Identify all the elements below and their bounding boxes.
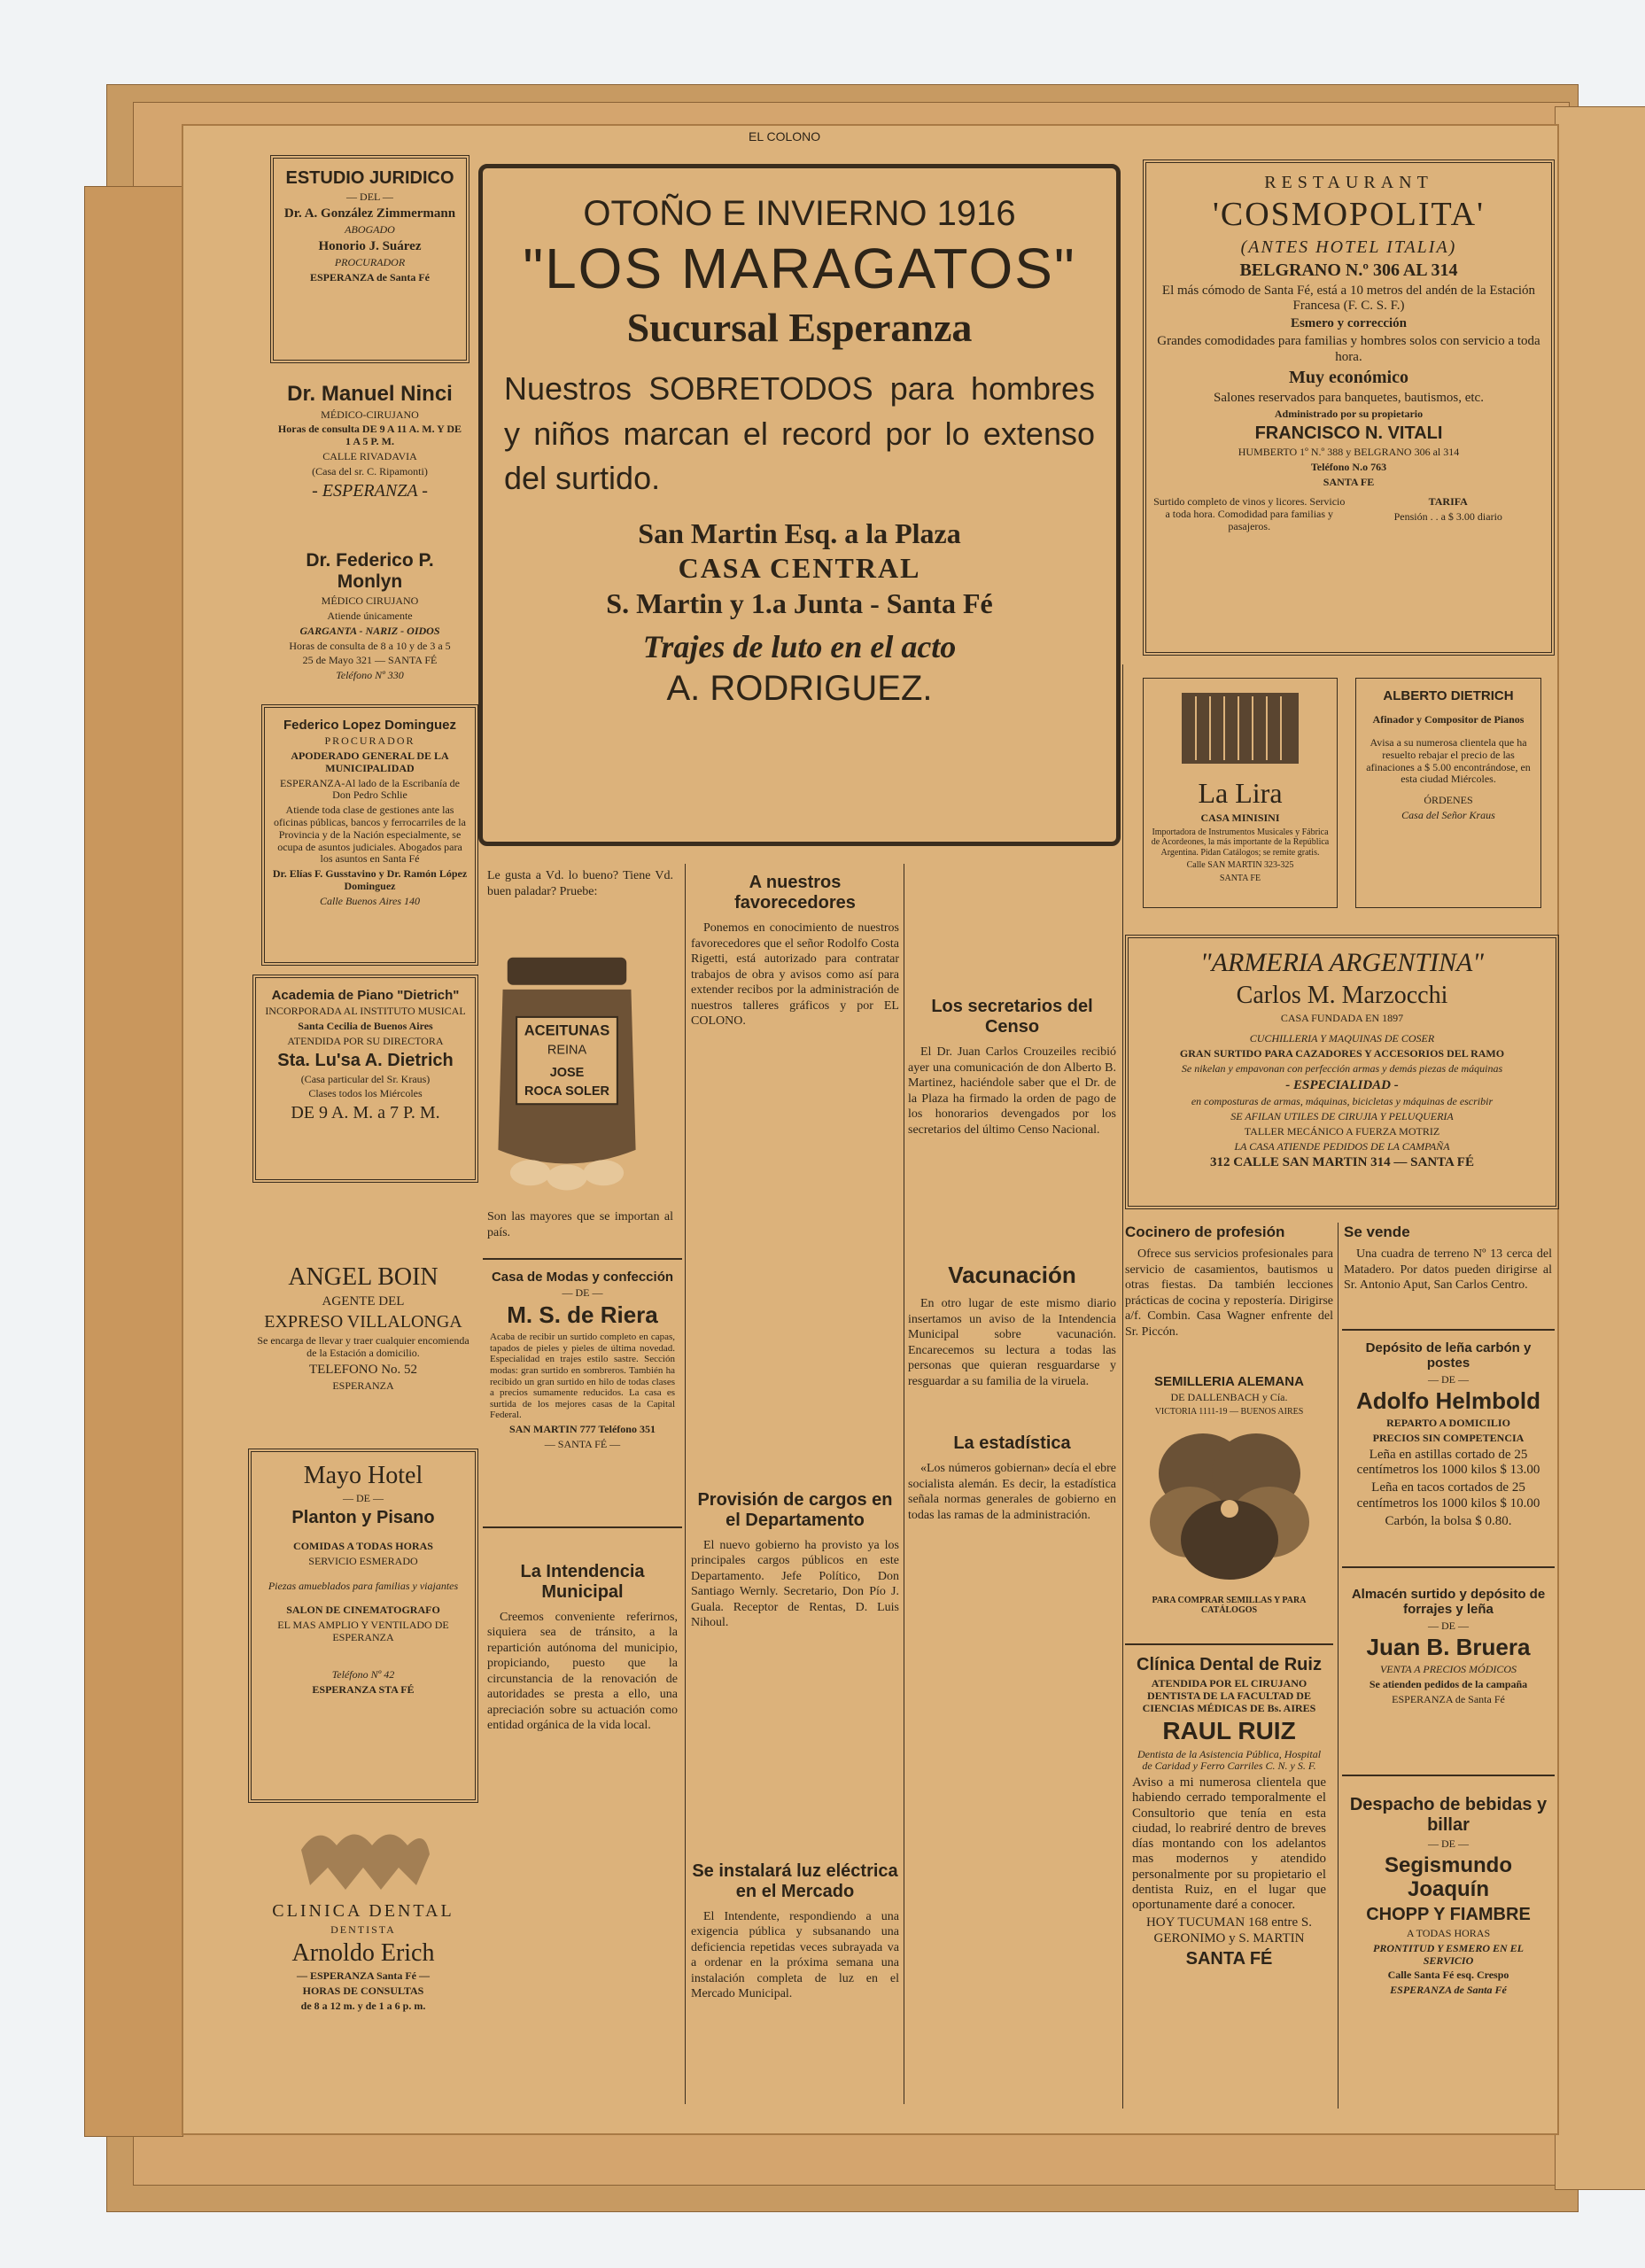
next-page-edge [1555,106,1645,2190]
vende-ad [1344,1223,1552,1324]
lira-house: CASA MINISINI [1200,811,1280,824]
cosmopolita-phone: Teléfono N.o 763 [1310,460,1387,473]
column-rule-1 [685,864,686,2104]
academia-house: (Casa particular del Sr. Kraus) [300,1072,431,1085]
cosmopolita-city: SANTA FE [1323,475,1375,488]
helmbold-prices: PRECIOS SIN COMPETENCIA [1372,1431,1525,1444]
cocinero-text: Ofrece sus servicios profesionales para servicio de casamientos, bautismos u otras fiestas. Da también lecciones prácticas de cocina y repostería. Dirigirse a/f. Combin. Casa Wagner enfrente del Sr. Piccón. [1125,1247,1333,1339]
estudio-name2: Honorio J. Suárez [318,238,422,253]
helmbold-p2: Leña en tacos cortados de 25 centímetros los 1000 kilos $ 10.00 [1356,1480,1540,1511]
article-favorecedores-text: Ponemos en conocimiento de nuestros favorecedores que el señor Rodolfo Costa Rigetti, está autorizado para contratar trabajos de obra y avisos como así para extender recibos por la administración de nuestros talleres gráficos y por EL COLONO. [691,921,899,1028]
joaquin-ad [1342,1785,1555,2100]
ruiz-sub: ATENDIDA POR EL CIRUJANO DENTISTA DE LA FACULTAD DE CIENCIAS MÉDICAS DE Bs. AIRES [1142,1677,1316,1714]
joaquin-service: PRONTITUD Y ESMERO EN EL SERVICIO [1372,1941,1525,1967]
helmbold-ad [1342,1329,1555,1568]
academia-inc: INCORPORADA AL INSTITUTO MUSICAL [265,1005,466,1018]
mayo-title: Mayo Hotel [303,1462,423,1489]
cocinero-ad [1125,1223,1333,1360]
boin-phone: TELEFONO No. 52 [308,1363,418,1378]
monlyn-hours: Horas de consulta de 8 a 10 y de 3 a 5 [289,639,451,652]
lopez-ad [261,704,478,966]
armeria-founded: CASA FUNDADA EN 1897 [1280,1011,1404,1024]
lopez-names: Dr. Elías F. Gusstavino y Dr. Ramón López Dominguez [272,867,468,893]
armeria-repair: en composturas de armas, máquinas, bicicletas y máquinas de escribir [1191,1095,1494,1108]
maragatos-owner: A. RODRIGUEZ. [666,669,933,709]
article-provision-text: El nuevo gobierno ha provisto ya los principales cargos públicos en este Departamento. Jefe Político, Don Santiago Wernly. Secretario, Don Pío J. Guala. Receptor de Rentas, D. Luis Nihoul. [691,1538,899,1629]
article-col-1 [487,1537,678,2113]
monlyn-attends: Atiende únicamente [327,610,413,623]
lopez-street: Calle Buenos Aires 140 [320,894,420,907]
article-intendencia-title: La Intendencia Municipal [520,1561,645,1602]
article-favorecedores-title: A nuestros favorecedores [734,873,856,913]
cosmopolita-owner-addr: HUMBERTO 1º N.º 388 y BELGRANO 306 al 314 [1238,445,1460,458]
armeria-specialty: - ESPECIALIDAD - [1285,1077,1399,1092]
monlyn-ad [270,540,469,700]
joaquin-hours: A TODAS HORAS [1406,1926,1491,1939]
newspaper-page [182,124,1559,2135]
jar-intro [487,868,673,930]
mayo-salon: SALON DE CINEMATOGRAFO [286,1604,440,1617]
olive-jar-illustration [483,939,651,1205]
receptor-text [487,1537,678,1553]
maragatos-season: OTOÑO E INVIERNO 1916 [583,194,1016,233]
riera-address: SAN MARTIN 777 Teléfono 351 [509,1423,656,1436]
cosmopolita-text3: Salones reservados para banquetes, bautismos, etc. [1214,390,1484,405]
dietrich-text: Avisa a su numerosa clientela que ha resuelto rebajar el precio de las afinaciones a $ 5.00 encontrándose, en esta ciudad Miércoles. [1366,736,1531,786]
cosmopolita-label: RESTAURANT [1264,173,1433,192]
bruera-city: ESPERANZA de Santa Fé [1392,1692,1505,1705]
maragatos-ad [478,164,1121,846]
armeria-assortment: GRAN SURTIDO PARA CAZADORES Y ACCESORIOS DEL RAMO [1179,1047,1505,1060]
monlyn-role: MÉDICO CIRUJANO [321,594,419,608]
article-vacunacion-text: En otro lugar de este mismo diario insertamos un aviso de la Intendencia Municipal sobre vacunación. Encarecemos su lectura a todas las personas que quieran resguardarse y resguardar a su familia de la viruela. [908,1297,1116,1388]
lopez-text: Atiende toda clase de gestiones ante las oficinas públicas, bancos y ferrocarriles de la Provincia y de la Nación especialmente, se ocupa de asuntos judiciales. Abogados para los asuntos en Santa Fé [274,804,466,866]
armeria-owner: Carlos M. Marzocchi [1236,981,1448,1009]
estudio-name: Dr. A. González Zimmermann [283,206,456,221]
cosmopolita-tarifa-box [1353,493,1545,535]
cosmopolita-pension: Pensión . . a $ 3.00 diario [1393,510,1502,524]
maragatos-central: CASA CENTRAL [678,552,921,585]
mayo-rooms: Piezas amueblados para familias y viajantes [268,1579,459,1592]
article-intendencia-text: Creemos conveniente referirnos, siquiera sea de tránsito, a la repartición autónoma del municipio, propiciando, puesto que la circunstancia de la renovación de autoridades se presta a ello, una apreciación sobre su actuación como entidad orgánica de la vida local. [487,1610,678,1732]
article-estadistica-title: La estadística [953,1433,1071,1453]
helmbold-p1: Leña en astillas cortado de 25 centímetros los 1000 kilos $ 13.00 [1356,1447,1540,1478]
jar-outro [487,1209,673,1254]
boin-company: EXPRESO VILLALONGA [264,1312,462,1332]
lopez-office: ESPERANZA-Al lado de la Escribanía de Don Pedro Schlie [280,776,460,802]
ninci-street: CALLE RIVADAVIA [322,449,417,462]
article-col-2 [691,864,899,2104]
pansy-flower-illustration [1141,1420,1318,1588]
armeria-name: "ARMERIA ARGENTINA" [1200,948,1484,977]
mayo-phone: Teléfono Nº 42 [331,1667,395,1681]
jar-intro-text: Le gusta a Vd. lo bueno? Tiene Vd. buen paladar? Pruebe: [487,869,673,898]
bruera-ad [1342,1577,1555,1776]
academia-name: Sta. Lu'sa A. Dietrich [277,1050,454,1070]
maragatos-name: "LOS MARAGATOS" [523,237,1076,300]
maragatos-mourning: Trajes de luto en el acto [642,629,957,665]
academia-title: Academia de Piano "Dietrich" [271,988,460,1003]
mayo-hotel-ad [248,1449,478,1803]
academia-ad [252,975,478,1183]
cosmopolita-text2: Grandes comodidades para familias y hombres solos con servicio a toda hora. [1157,334,1540,364]
riera-ad [483,1258,682,1528]
joaquin-chopp: CHOPP Y FIAMBRE [1366,1904,1531,1924]
mayo-de: — DE — [343,1492,384,1505]
helmbold-de: — DE — [1428,1372,1469,1386]
maragatos-body: Nuestros SOBRETODOS para hombres y niños marcan el record por lo extenso del surtido. [504,370,1095,497]
lira-text: Importadora de Instrumentos Musicales y Fábrica de Acordeones, la más importante de la República Argentina. Pidan Catálogos; se remite gratis. [1151,827,1330,858]
joaquin-title: Despacho de bebidas y billar [1349,1795,1548,1835]
academia-cecilia: Santa Cecilia de Buenos Aires [298,1020,433,1033]
erich-city: — ESPERANZA Santa Fé — [296,1969,431,1982]
riera-de: — DE — [562,1286,603,1300]
boin-ad [248,1254,478,1444]
ninci-city: - ESPERANZA - [312,480,428,501]
monlyn-name: Dr. Federico P. Monlyn [306,550,434,593]
ruiz-text: Aviso a mi numerosa clientela que habiendo cerrado temporalmente el Consultorio que tenía en esta ciudad, lo reabriré dentro de breves días montando con los adelantos mas modernos y atendido personalmente por su propietario el dentista Ruiz, en el lugar que oportunamente daré a conocer. [1132,1775,1326,1913]
dietrich-house: Casa del Señor Kraus [1401,809,1495,822]
jar-label-1: ACEITUNAS [524,1021,610,1039]
estudio-title: ESTUDIO JURIDICO [285,168,454,188]
bruera-sale: VENTA A PRECIOS MÓDICOS [1379,1663,1517,1676]
cosmopolita-service: Esmero y corrección [1290,316,1408,331]
ninci-ad [270,372,469,536]
jar-label-2: REINA [547,1043,587,1058]
estudio-juridico-ad [270,155,469,363]
academia-clases: Clases todos los Miércoles [308,1087,423,1100]
cocinero-title: Cocinero de profesión [1125,1223,1285,1240]
mayo-owners: Planton y Pisano [291,1507,435,1527]
erich-clinic: CLINICA DENTAL [272,1901,454,1921]
article-col-3 [908,864,1116,2104]
cosmopolita-text1: El más cómodo de Santa Fé, está a 10 metros del andén de la Estación Francesa (F. C. S. F.) [1161,283,1536,313]
cosmopolita-cheap: Muy económico [1289,367,1408,387]
column-rule-4 [1338,1223,1339,2109]
jar-label-3: JOSE [549,1066,585,1081]
ninci-house: (Casa del sr. C. Ripamonti) [312,464,428,478]
tooth-illustration [292,1814,434,1894]
academia-hours: DE 9 A. M. a 7 P. M. [291,1103,440,1123]
lira-address: Calle SAN MARTIN 323-325 [1186,860,1294,871]
jar-outro-text: Son las mayores que se importan al país. [487,1210,673,1239]
ruiz-address: HOY TUCUMAN 168 entre S. GERONIMO y S. MARTIN [1145,1915,1313,1946]
semilleria-caption: PARA COMPRAR SEMILLAS Y PARA CATÁLOGOS [1152,1595,1307,1616]
maragatos-address: San Martin Esq. a la Plaza [638,517,961,549]
ruiz-city: SANTA FÉ [1185,1948,1273,1969]
academia-dir: ATENDIDA POR SU DIRECTORA [287,1034,444,1047]
joaquin-de: — DE — [1428,1837,1469,1850]
accordion-illustration [1178,686,1302,770]
cosmopolita-footer [1153,493,1544,535]
joaquin-city: ESPERANZA de Santa Fé [1390,1984,1507,1997]
cosmopolita-address: BELGRANO N.º 306 AL 314 [1239,260,1458,280]
semilleria-ad [1125,1364,1333,1639]
article-luz-title: Se instalará luz eléctrica en el Mercado [692,1860,898,1901]
riera-name: M. S. de Riera [507,1301,658,1329]
boin-role: AGENTE DEL [322,1294,405,1309]
joaquin-name: Segismundo Joaquín [1384,1852,1512,1902]
article-censo-text: El Dr. Juan Carlos Crouzeiles recibió ayer una comunicación de don Alberto B. Martinez, haciéndole saber que el Dr. de la Plaza ha firmado la orden de pago de los honorarios devengados por los secretarios del último Censo Nacional. [908,1045,1116,1137]
semilleria-owner: DE DALLENBACH y Cía. [1170,1391,1288,1404]
cosmopolita-wines: Surtido completo de vinos y licores. Servicio a toda hora. Comodidad para familias y pasajeros. [1153,495,1346,532]
cosmopolita-name: 'COSMOPOLITA' [1213,196,1485,233]
erich-ad [244,1807,483,2020]
armeria-ad [1125,935,1559,1209]
bruera-orders: Se atienden pedidos de la campaña [1369,1677,1528,1690]
mayo-city: ESPERANZA STA FÉ [312,1682,415,1696]
bruera-de: — DE — [1428,1619,1469,1632]
boin-text: Se encarga de llevar y traer cualquier encomienda de la Estación a domicilio. [257,1334,469,1360]
helmbold-name: Adolfo Helmbold [1356,1387,1540,1415]
cosmopolita-admin: Administrado por su propietario [1274,408,1424,421]
boin-city: ESPERANZA [332,1379,394,1393]
vende-title: Se vende [1344,1223,1410,1240]
article-luz-text: El Intendente, respondiendo a una exigencia pública y subsanando una deficiencia repetidas veces subrayada va a ordenar en la próxima semana una instalación completa de luz en el Mercado Municipal. [691,1909,899,2000]
mayo-meals: COMIDAS A TODAS HORAS [293,1539,433,1552]
mayo-ventilated: EL MAS AMPLIO Y VENTILADO DE ESPERANZA [277,1619,449,1643]
monlyn-address: 25 de Mayo 321 — SANTA FÉ [302,654,438,667]
lopez-name: Federico Lopez Dominguez [283,718,456,733]
article-censo-title: Los secretarios del Censo [931,997,1093,1037]
lopez-role: PROCURADOR [324,734,415,748]
armeria-address: 312 CALLE SAN MARTIN 314 — SANTA FÉ [1210,1155,1474,1170]
maragatos-branch: Sucursal Esperanza [626,304,973,350]
estudio-role2: PROCURADOR [334,256,406,269]
lira-name: La Lira [1198,777,1283,809]
helmbold-p3: Carbón, la bolsa $ 0.80. [1385,1513,1512,1528]
riera-city: — SANTA FÉ — [544,1437,621,1450]
column-rule-3 [1122,664,1123,2109]
ruiz-name: RAUL RUIZ [1162,1717,1296,1745]
armeria-nickel: Se nikelan y empavonan con perfección armas y demás piezas de máquinas [1181,1062,1503,1076]
ninci-hours: Horas de consulta DE 9 A 11 A. M. Y DE 1 A 5 P. M. [277,423,462,448]
estudio-role: ABOGADO [345,223,395,237]
article-estadistica-text: «Los números gobiernan» decía el ebre socialista alemán. Es decir, la estadística señala normas generales de gobierno en todas las ramas de la administración. [908,1462,1116,1522]
cosmopolita-ad [1143,159,1555,656]
helmbold-delivery: REPARTO A DOMICILIO [1386,1417,1510,1430]
article-vacunacion-title: Vacunación [948,1262,1076,1288]
armeria-workshop: TALLER MECÁNICO A FUERZA MOTRIZ [1244,1124,1440,1138]
monlyn-phone: Teléfono Nº 330 [336,669,404,682]
lira-city: SANTA FE [1219,873,1261,883]
monlyn-specialty: GARGANTA - NARIZ - OIDOS [299,624,440,637]
joaquin-address: Calle Santa Fé esq. Crespo [1387,1969,1509,1982]
riera-title: Casa de Modas y confección [491,1270,674,1285]
mayo-service: SERVICIO ESMERADO [308,1554,418,1567]
paper-name: EL COLONO [749,129,821,144]
erich-role: DENTISTA [330,1923,396,1936]
ruiz-role: Dentista de la Asistencia Pública, Hospital de Caridad y Ferro Carriles C. N. y S. F. [1137,1747,1322,1773]
armeria-cutlery: CUCHILLERIA Y MAQUINAS DE COSER [1249,1032,1435,1045]
ninci-name: Dr. Manuel Ninci [287,382,453,406]
cosmopolita-tarifa: TARIFA [1428,495,1468,509]
erich-hours: de 8 a 12 m. y de 1 a 6 p. m. [300,1999,426,2012]
bruera-name: Juan B. Bruera [1366,1634,1531,1661]
cosmopolita-owner: FRANCISCO N. VITALI [1254,423,1443,443]
boin-name: ANGEL BOIN [288,1263,438,1291]
semilleria-address: VICTORIA 1111-19 — BUENOS AIRES [1154,1407,1304,1418]
erich-name: Arnoldo Erich [291,1938,435,1967]
erich-hours-title: HORAS DE CONSULTAS [302,1984,424,1997]
jar-label-4: ROCA SOLER [524,1084,609,1099]
dietrich-role: Afinador y Compositor de Pianos [1372,713,1525,726]
ruiz-title: Clínica Dental de Ruiz [1137,1655,1322,1674]
torn-left-edge [84,186,183,2137]
lopez-apod: APODERADO GENERAL DE LA MUNICIPALIDAD [291,750,449,774]
semilleria-name: SEMILLERIA ALEMANA [1154,1374,1304,1389]
armeria-campaign: LA CASA ATIENDE PEDIDOS DE LA CAMPAÑA [1234,1139,1450,1153]
dietrich-name: ALBERTO DIETRICH [1383,688,1514,703]
ruiz-ad [1125,1643,1333,2100]
article-provision-title: Provisión de cargos en el Departamento [697,1489,893,1530]
bruera-title: Almacén surtido y depósito de forrajes y leña [1351,1587,1546,1618]
vende-text: Una cuadra de terreno Nº 13 cerca del Matadero. Por datos pueden dirigirse al Sr. Antonio Aput, San Carlos Centro. [1344,1247,1552,1293]
riera-text: Acaba de recibir un surtido completo en capas, tapados de pieles y pieles de última novedad. Especialidad en trajes estilo sastre. Sección modas: gran surtido en sombreros. También ha recibido un gran surtido en hilo de todas clases a precios sumamente reducidos. La casa es surtida de los mejores casas de la Capital Federal. [490,1331,675,1421]
dietrich-orders: ÓRDENES [1424,794,1473,807]
lira-ad [1143,678,1338,908]
maragatos-central-addr: S. Martin y 1.a Junta - Santa Fé [606,587,993,620]
estudio-city: ESPERANZA de Santa Fé [309,270,431,284]
estudio-del: — DEL — [346,190,393,203]
cosmopolita-former: (ANTES HOTEL ITALIA) [1240,237,1457,257]
helmbold-title: Depósito de leña carbón y postes [1365,1340,1532,1371]
dietrich-ad [1355,678,1541,908]
armeria-sharpen: SE AFILAN UTILES DE CIRUJIA Y PELUQUERIA [1230,1109,1454,1122]
ninci-role: MÉDICO-CIRUJANO [321,408,419,421]
